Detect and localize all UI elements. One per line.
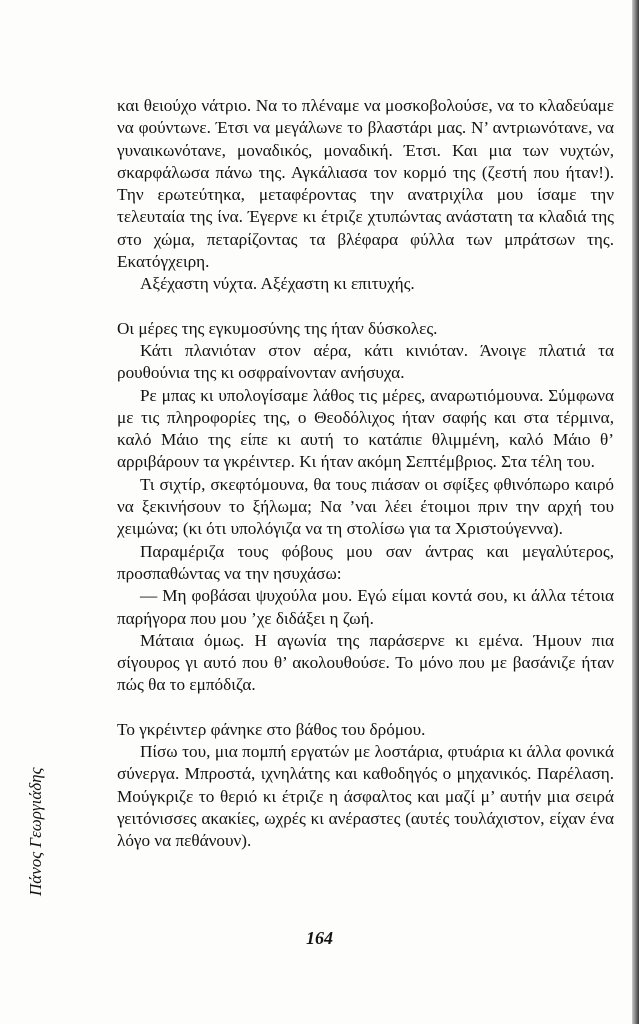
- paragraph: Μάταια όμως. Η αγωνία της παράσερνε κι εμένα. Ήμουν πια σίγουρος γι αυτό που θ’ ακολουθούσε. Το μόνο που με βασάνιζε ήταν πώς θα το εμπόδιζα.: [117, 630, 614, 695]
- paragraph: Κάτι πλανιόταν στον αέρα, κάτι κινιόταν. Άνοιγε πλατιά τα ρουθούνια της κι οσφραίνονταν ανήσυχα.: [117, 340, 614, 383]
- section-break: [117, 296, 614, 318]
- paragraph: Ρε μπας κι υπολογίσαμε λάθος τις μέρες, αναρωτιόμουνα. Σύμφωνα με τις πληροφορίες της, ο Θεοδόλιχος ήταν σαφής και στα τέρμινα, καλό Μάιο της είπε κι αυτή το κατάπιε θλιμμένη, καλό Μάιο θ’ αρριβάρουν τα γκρέιντερ. Κι ήταν ακόμη Σεπτέμβριος. Στα τέλη του.: [117, 385, 614, 472]
- paragraph: Οι μέρες της εγκυμοσύνης της ήταν δύσκολες.: [117, 318, 438, 338]
- paragraph: Το γκρέιντερ φάνηκε στο βάθος του δρόμου.: [117, 719, 426, 739]
- paragraph: και θειούχο νάτριο. Να το πλέναμε να μοσκοβολούσε, να το κλαδεύαμε να φούντωνε. Έτσι να μεγάλωνε το βλαστάρι μας. Ν’ αντριωνότανε, να γυναικωνότανε, μοναδικός, μοναδική. Έτσι. Και μια των νυχτών, σκαρφάλωσα πάνω της. Αγκάλιασα τον κορμό της (ζεστή που ήταν!). Την ερωτεύτηκα, μεταφέροντας την ανατριχίλα μου ίσαμε την τελευταία της ίνα. Έγερνε κι έτριζε χτυπώντας ανάστατη τα κλαδιά της στο χώμα, πεταρίζοντας τα βλέφαρα φύλλα των μπράτσων της. Εκατόγχειρη.: [117, 96, 614, 272]
- section-break: [117, 697, 614, 719]
- author-name: Πάνος Γεωργιάδης: [26, 767, 45, 896]
- body-text: [117, 95, 614, 853]
- paragraph: Παραμέριζα τους φόβους μου σαν άντρας και μεγαλύτερος, προσπαθώντας να την ησυχάσω:: [117, 541, 614, 583]
- page-number: 164: [306, 928, 333, 948]
- paragraph: Τι σιχτίρ, σκεφτόμουνα, θα τους πιάσαν οι σφίξες φθινόπωρο καιρό να ξεκινήσουν το ξήλωμα; Να ’ναι λέει έτοιμοι πριν την αρχή του χειμώνα; (κι ότι υπολόγιζα να τη στολίσω για τα Χριστούγεννα).: [117, 474, 614, 539]
- paragraph: Πίσω του, μια πομπή εργατών με λοστάρια, φτυάρια κι άλλα φονικά σύνεργα. Μπροστά, ιχνηλάτης και καθοδηγός ο μηχανικός. Παρέλαση. Μούγκριζε το θεριό κι έτριζε η άσφαλτος και μαζί μ’ αυτήν μια σειρά γειτόνισσες ακακίες, ωχρές κι ανέραστες (αυτές τουλάχιστον, είχαν ένα λόγο να πεθάνουν).: [117, 742, 614, 851]
- page-edge-shadow: [632, 0, 639, 1024]
- paragraph: Αξέχαστη νύχτα. Αξέχαστη κι επιτυχής.: [140, 274, 415, 294]
- dialogue-line: — Μη φοβάσαι ψυχούλα μου. Εγώ είμαι κοντά σου, κι άλλα τέτοια παρήγορα που μου ’χε διδάξει η ζωή.: [117, 586, 614, 628]
